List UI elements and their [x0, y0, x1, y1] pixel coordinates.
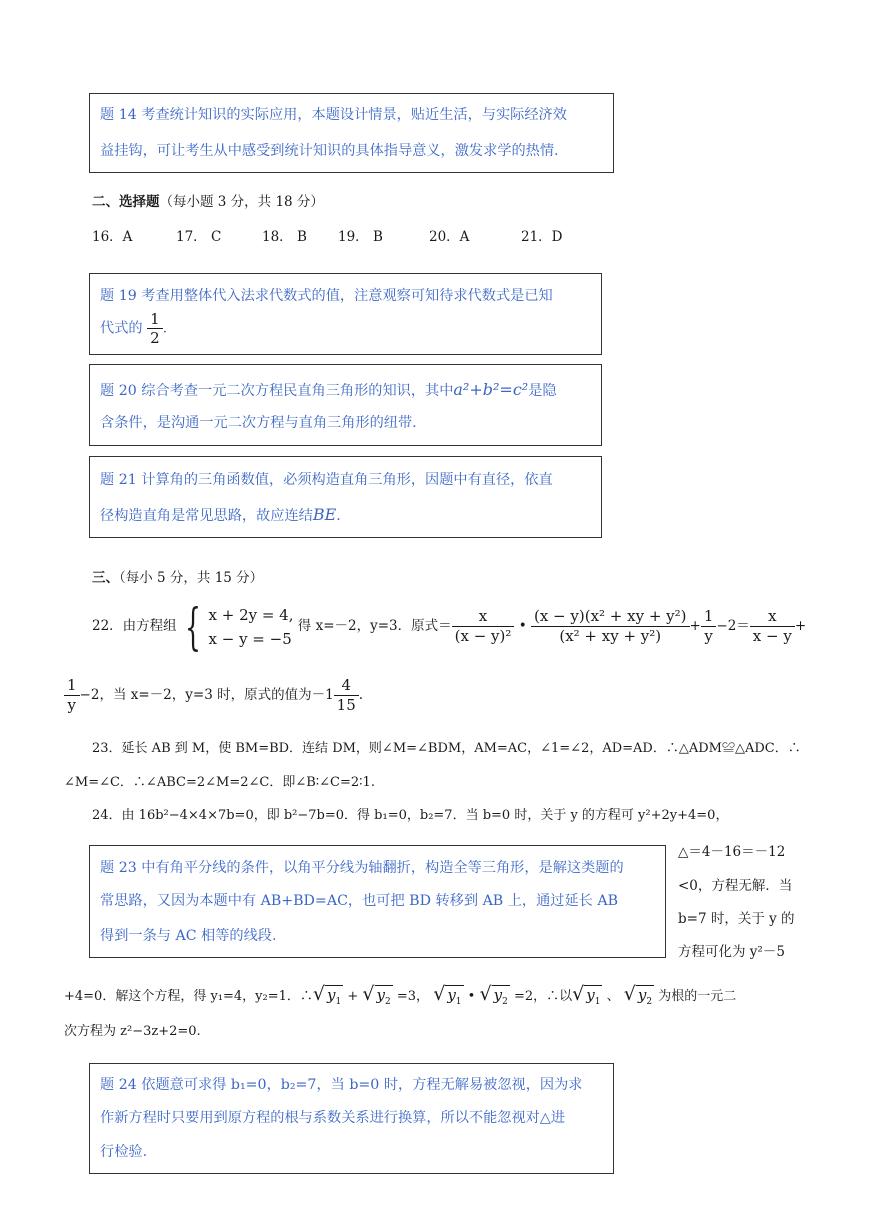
answer-21: 21．D — [521, 229, 563, 245]
p22-plus-2: + — [794, 618, 807, 634]
sqrt-y1-b: √ $y_1$ — [433, 983, 462, 1007]
p22-f4-den: x − y — [752, 627, 792, 645]
p22-f1-num: x — [452, 607, 515, 627]
p22-mixed-fraction — [334, 676, 359, 715]
p24-l5-text: +4=0．解这个方程，得 y₁=4，y₂=1．∴ — [64, 989, 313, 1004]
p22-f3-num: 1 — [701, 607, 717, 627]
note-24-line-3: 行检验. — [100, 1144, 148, 1160]
note-23-line-3: 得到一条与 AC 相等的线段. — [100, 928, 277, 944]
eq-1: x + 2y = 4, — [208, 605, 294, 624]
answer-19: 19． B — [338, 229, 383, 245]
note-14-line-2: 益挂钩，可让考生从中感受到统计知识的具体指导意义，激发求学的热情. — [100, 143, 559, 159]
p22-dot: • — [518, 618, 527, 634]
section-3-heading — [92, 568, 263, 588]
answer-20: 20．A — [429, 229, 470, 245]
equation-system — [209, 603, 294, 651]
p24-l5-sep: 、 — [606, 989, 620, 1004]
p22-mixed-num: 4 — [334, 676, 359, 696]
answer-17: 17． C — [176, 229, 222, 245]
p22-f4-num: x — [750, 607, 795, 627]
note-21-line-1: 题 21 计算角的三角函数值，必须构造直角三角形，因题中有直径，依直 — [100, 472, 553, 488]
p22-fraction-3 — [701, 607, 717, 646]
note-20-suffix: 是隐 — [528, 383, 557, 399]
p24-side-3: b=7 时，关于 y 的 — [678, 911, 795, 927]
p24-side-1: △＝4－16＝－12 — [678, 844, 786, 860]
p24-side-2: <0，方程无解．当 — [678, 878, 793, 894]
problem-24-line-5 — [64, 980, 736, 1016]
note-14-line-1: 题 14 考查统计知识的实际应用，本题设计情景，贴近生活，与实际经济效 — [100, 107, 567, 123]
note-19-prefix: 代式的 — [100, 320, 143, 337]
note-19-line-1: 题 19 考查用整体代入法求代数式的值，注意观察可知待求代数式是已知 — [100, 288, 553, 304]
p24-l5-end: 为根的一元二 — [658, 989, 737, 1004]
p24-side-4: 方程可化为 y²－5 — [678, 944, 785, 960]
problem-22-line-1 — [92, 597, 807, 656]
problem-23-line-2: ∠M=∠C．∴∠ABC=2∠M=2∠C．即∠B∶∠C=2∶1. — [64, 775, 375, 790]
problem-23-line-1: 23．延长 AB 到 M，使 BM=BD．连结 DM，则∠M=∠BDM，AM=AC，∠1=∠2，AD=AD．∴△ADM≌△ADC．∴ — [92, 741, 801, 756]
note-21-suffix: . — [336, 508, 341, 524]
p22-plus-1: + — [689, 618, 701, 634]
section-2-subtitle: （每小题 3 分，共 18 分） — [159, 194, 324, 210]
p22-f2-num: (x − y)(x² + xy + y²) — [531, 607, 690, 627]
note-19-fraction-denominator: 2 — [150, 329, 160, 347]
note-23-line-2: 常思路，又因为本题中有 AB+BD=AC，也可把 BD 转移到 AB 上，通过延长 AB — [100, 893, 619, 909]
p22-prefix: 22．由方程组 — [92, 618, 177, 634]
p24-l5-dot: • — [467, 989, 476, 1004]
note-24-line-2: 作新方程时只要用到原方程的根与系数关系进行换算，所以不能忽视对△进 — [100, 1110, 565, 1126]
p22-mixed-den: 15 — [336, 696, 356, 714]
p22-l2-den: y — [67, 696, 77, 714]
note-19-suffix: . — [162, 320, 168, 337]
section-2-title: 二、选择题 — [92, 194, 160, 210]
note-21-var: BE — [312, 505, 337, 524]
sqrt-y1-a: √ $y_1$ — [312, 983, 342, 1007]
note-20-line-1 — [100, 372, 557, 409]
p22-l2-end: . — [358, 687, 364, 703]
p24-l5-plus: + — [347, 989, 359, 1004]
p22-mid: 得 x=－2，y=3．原式＝ — [297, 618, 452, 634]
p22-fraction-2 — [531, 607, 690, 646]
note-19-fraction-numerator: 1 — [147, 310, 163, 329]
p22-fraction-1 — [452, 607, 515, 646]
section-3-subtitle: （每小 5 分，共 15 分） — [119, 570, 264, 586]
p22-l2-text: −2，当 x=－2，y=3 时，原式的值为－1 — [79, 687, 334, 703]
p22-fraction-4 — [750, 607, 795, 646]
p22-f3-den: y — [704, 627, 713, 645]
section-3-title: 三、 — [92, 570, 119, 586]
note-21-prefix: 径构造直角是常见思路，故应连结 — [100, 508, 313, 524]
sqrt-y2-b: √ $y_2$ — [479, 983, 508, 1007]
note-19-fraction — [147, 310, 163, 347]
note-19-line-2 — [100, 310, 167, 347]
problem-24-line-1: 24．由 16b²−4×4×7b=0，即 b²−7b=0．得 b₁=0，b₂=7．当 b=0 时，关于 y 的方程可 y²+2y+4=0， — [92, 808, 729, 823]
note-23-line-1: 题 23 中有角平分线的条件，以角平分线为轴翻折，构造全等三角形，是解这类题的 — [100, 860, 624, 876]
p22-f2-den: (x² + xy + y²) — [559, 627, 662, 645]
system-brace: { — [184, 597, 201, 656]
answer-18: 18． B — [262, 229, 307, 245]
p22-minus-2: −2＝ — [716, 618, 750, 634]
note-21-line-2 — [100, 497, 341, 534]
eq-2: x − y = −5 — [208, 629, 292, 648]
p22-l2-num: 1 — [64, 676, 80, 696]
sqrt-y2-c: √ $y_2$ — [623, 983, 653, 1007]
sqrt-y2-a: √ $y_2$ — [362, 983, 391, 1007]
note-20-formula: a²+b²=c² — [453, 380, 529, 399]
note-24-line-1: 题 24 依题意可求得 b₁=0，b₂=7，当 b=0 时，方程无解易被忽视，因为求 — [100, 1077, 583, 1093]
note-20-line-2: 含条件，是沟通一元二次方程与直角三角形的纽带. — [100, 415, 417, 431]
p22-f1-den: (x − y)² — [454, 627, 512, 645]
p22-l2-fraction — [64, 676, 80, 715]
problem-22-line-2 — [64, 673, 363, 717]
problem-24-line-6: 次方程为 z²−3z+2=0. — [64, 1024, 201, 1039]
p24-l5-eq2: =2，∴以 — [513, 989, 573, 1004]
answer-16: 16．A — [92, 229, 133, 245]
note-20-prefix: 题 20 综合考查一元二次方程民直角三角形的知识，其中 — [100, 383, 454, 399]
section-2-heading — [92, 192, 324, 212]
p24-l5-eq1: =3， — [396, 989, 430, 1004]
sqrt-y1-c: √ $y_1$ — [572, 983, 601, 1007]
